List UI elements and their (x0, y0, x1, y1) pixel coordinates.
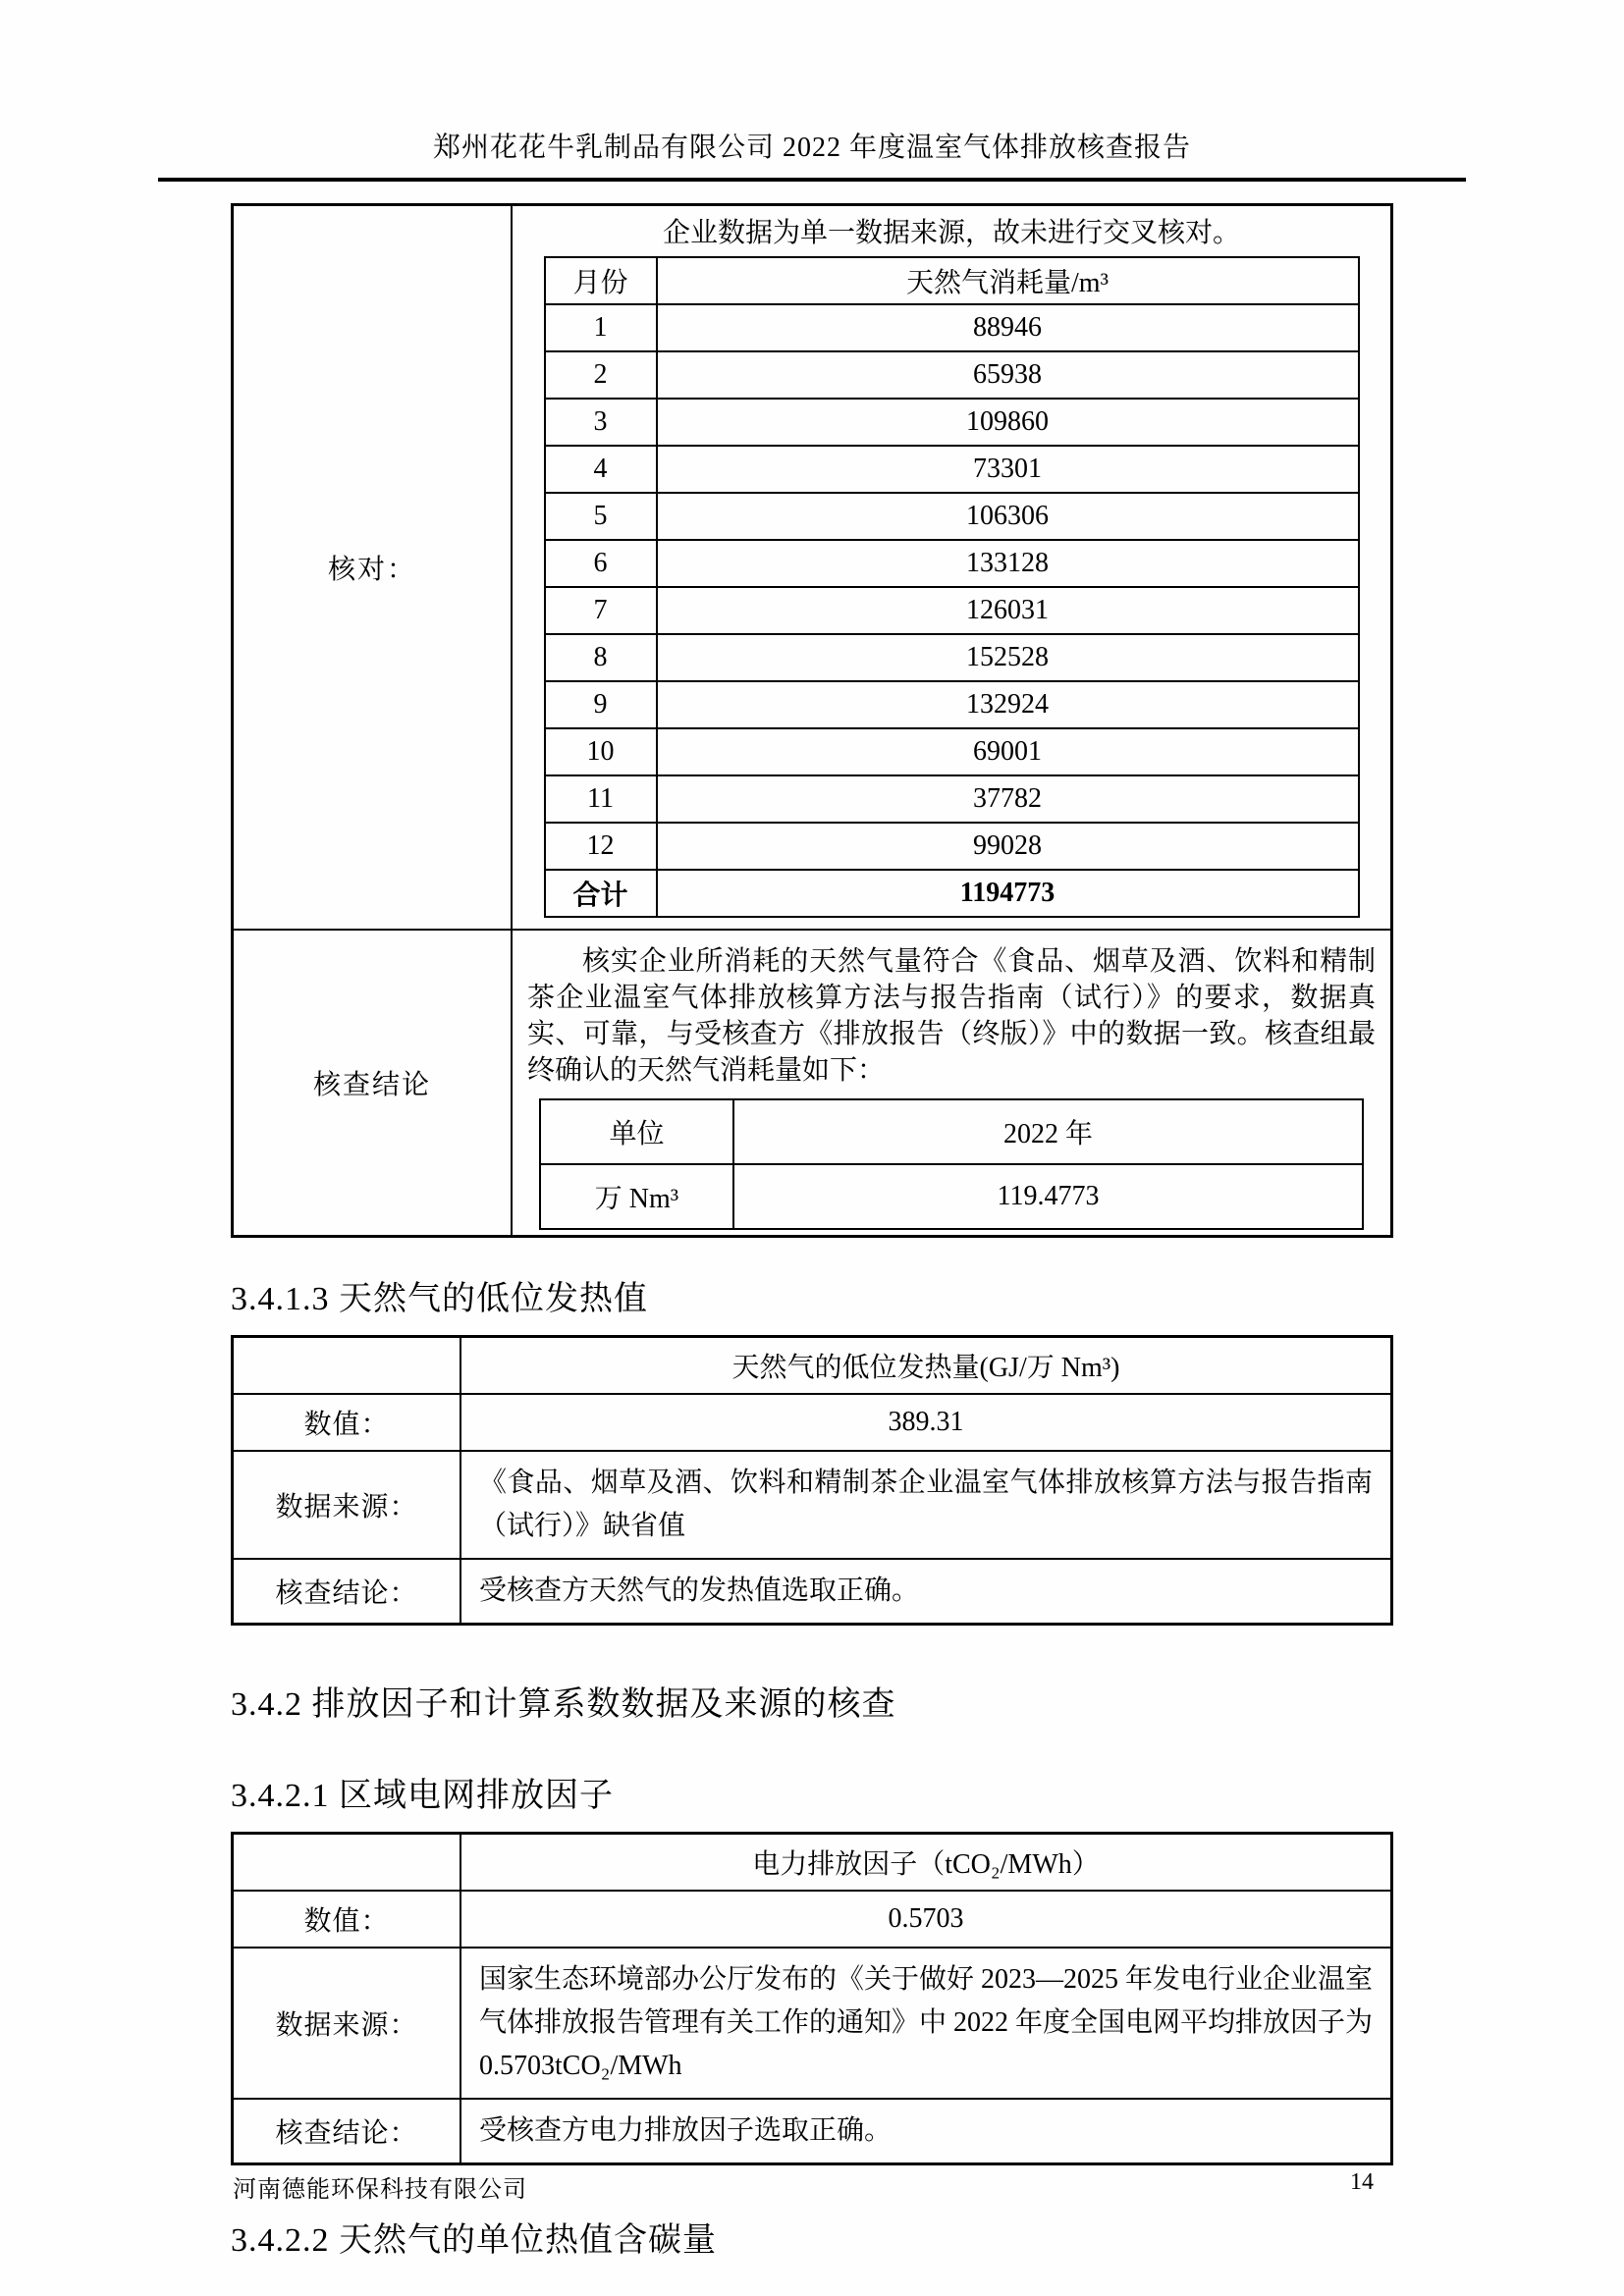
empty-header-cell (233, 1337, 461, 1395)
empty-header-cell (233, 1834, 461, 1892)
table-row: 1 88946 (545, 304, 1359, 351)
conclusion-row-body (512, 930, 1392, 1237)
conclusion-label: 核查结论： (233, 1559, 461, 1625)
ef-source: 国家生态环境部办公厅发布的《关于做好 2023—2025 年发电行业企业温室气体排放报告管理有关工作的通知》中 2022 年度全国电网平均排放因子为 0.5703tCO₂/MWh (460, 1948, 1392, 2099)
table-row: 9 132924 (545, 681, 1359, 728)
ef-value: 0.5703 (460, 1891, 1392, 1948)
table-row: 6 133128 (545, 540, 1359, 587)
table-row: 12 99028 (545, 823, 1359, 870)
table-row: 10 69001 (545, 728, 1359, 775)
table-row (233, 205, 1392, 931)
source-label: 数据来源： (233, 1948, 461, 2099)
verification-check-table (231, 203, 1393, 1238)
table-row: 4 73301 (545, 446, 1359, 493)
conclusion-row-label: 核查结论 (233, 930, 513, 1237)
section-heading-3-4-1-3: 3.4.1.3 天然气的低位发热值 (231, 1281, 648, 1317)
total-value: 1194773 (657, 870, 1359, 917)
header-divider (158, 178, 1466, 182)
table-row: 7 126031 (545, 587, 1359, 634)
quantity-value: 119.4773 (733, 1164, 1363, 1229)
table-row: 3 109860 (545, 399, 1359, 446)
value-label: 数值： (233, 1891, 461, 1948)
table-header-row (545, 257, 1359, 304)
ncv-value: 389.31 (460, 1394, 1392, 1451)
unit-label: 单位 (540, 1099, 733, 1164)
table-row (233, 1394, 1392, 1451)
ncv-source: 《食品、烟草及酒、饮料和精制茶企业温室气体排放核算方法与报告指南（试行）》缺省值 (460, 1451, 1392, 1559)
confirmed-consumption-table (539, 1098, 1364, 1230)
check-row-body (512, 205, 1392, 931)
table-row (540, 1164, 1363, 1229)
table-row: 2 65938 (545, 351, 1359, 399)
ef-conclusion: 受核查方电力排放因子选取正确。 (460, 2099, 1392, 2164)
table-row: 8 152528 (545, 634, 1359, 681)
table-header-row (233, 1834, 1392, 1892)
page-content (231, 203, 1393, 2261)
ef-header: 电力排放因子（tCO₂/MWh） (460, 1834, 1392, 1892)
page-header-title: 郑州花花牛乳制品有限公司 2022 年度温室气体排放核查报告 (432, 133, 1191, 163)
footer-page-number: 14 (1350, 2169, 1374, 2195)
page-footer (233, 2169, 1391, 2204)
consumption-column-header: 天然气消耗量/m³ (657, 257, 1359, 304)
ncv-table (231, 1335, 1393, 1626)
table-row (233, 1451, 1392, 1559)
table-row: 5 106306 (545, 493, 1359, 540)
ncv-header: 天然气的低位发热量(GJ/万 Nm³) (460, 1337, 1392, 1395)
section-heading-3-4-2: 3.4.2 排放因子和计算系数数据及来源的核查 (231, 1686, 896, 1723)
value-label: 数值： (233, 1394, 461, 1451)
conclusion-label: 核查结论： (233, 2099, 461, 2164)
section-heading-3-4-2-2: 3.4.2.2 天然气的单位热值含碳量 (231, 2222, 717, 2259)
table-total-row (545, 870, 1359, 917)
total-label: 合计 (545, 870, 657, 917)
section-heading-3-4-2-1: 3.4.2.1 区域电网排放因子 (231, 1778, 614, 1814)
footer-company-name: 河南德能环保科技有限公司 (233, 2177, 527, 2203)
check-row-label: 核对： (233, 205, 513, 931)
table-header-row (233, 1337, 1392, 1395)
table-row (233, 930, 1392, 1237)
unit-value: 2022 年 (733, 1099, 1363, 1164)
table-row: 11 37782 (545, 775, 1359, 823)
grid-emission-factor-table (231, 1832, 1393, 2165)
table-row (233, 1559, 1392, 1625)
table-row (540, 1099, 1363, 1164)
ncv-conclusion: 受核查方天然气的发热值选取正确。 (460, 1559, 1392, 1625)
month-column-header: 月份 (545, 257, 657, 304)
table-row (233, 1948, 1392, 2099)
quantity-unit-label: 万 Nm³ (540, 1164, 733, 1229)
source-label: 数据来源： (233, 1451, 461, 1559)
table-row (233, 1891, 1392, 1948)
table-row (233, 2099, 1392, 2164)
single-source-note: 企业数据为单一数据来源，故未进行交叉核对。 (662, 218, 1240, 248)
monthly-consumption-table (544, 256, 1360, 918)
conclusion-paragraph: 核实企业所消耗的天然气量符合《食品、烟草及酒、饮料和精制茶企业温室气体排放核算方法与报告指南（试行）》的要求，数据真实、可靠，与受核查方《排放报告（终版）》中的数据一致。核查组最终确认的天然气消耗量如下： (527, 946, 1376, 1086)
